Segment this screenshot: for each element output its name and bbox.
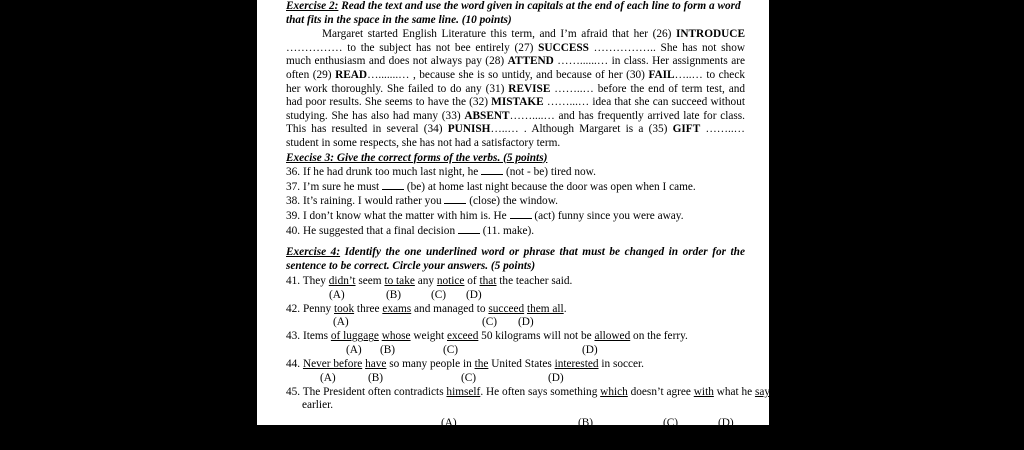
underlined-option[interactable]: allowed: [594, 330, 631, 343]
question-text: 40. He suggested that a final decision: [286, 224, 458, 237]
question-text: .: [563, 302, 567, 315]
exercise-2-instruction: Read the text and use the word given in capitals at the end of each line to form a word that fits in the space in the same line. (10 points): [286, 0, 741, 26]
option-letters-44: [286, 372, 745, 386]
question-text: 36. If he had drunk too much last night, he: [286, 166, 482, 179]
capital-word: ABSENT: [464, 109, 510, 122]
question-text: seem: [355, 275, 385, 288]
question-text: 50 kilograms will not be: [478, 330, 595, 343]
question-36: [286, 165, 745, 180]
underlined-option[interactable]: which: [600, 385, 628, 398]
question-text: and managed to: [411, 302, 489, 315]
question-text: (close) the window.: [466, 195, 558, 208]
underlined-option[interactable]: that: [479, 275, 497, 288]
option-c[interactable]: (C): [482, 316, 498, 329]
question-text: 41. They: [286, 275, 329, 288]
underlined-option[interactable]: succeed: [488, 302, 525, 315]
underlined-option[interactable]: to take: [384, 275, 415, 288]
passage-text: ……......… in class. Her assignments are often (29): [286, 55, 745, 81]
passage-text: ……..… student in some respects, she has not had a satisfactory term.: [286, 123, 745, 149]
document-page: [257, 0, 775, 449]
option-a[interactable]: (A): [320, 371, 336, 384]
option-c[interactable]: (C): [663, 416, 679, 429]
answer-blank[interactable]: [458, 224, 480, 234]
question-text: (act) funny since you were away.: [531, 209, 684, 222]
question-text: any: [414, 275, 437, 288]
underlined-option[interactable]: with: [693, 385, 714, 398]
option-d[interactable]: (D): [548, 371, 564, 384]
option-letters-41: [286, 289, 745, 303]
passage-text: ….......… , because she is so untidy, and because of her (30): [367, 68, 649, 81]
passage-text: ……..… before the end of term test, and had poor results. She seems to have the (32): [286, 82, 746, 109]
option-letters-43: [286, 344, 745, 358]
question-text: 45. The President often contradicts: [286, 385, 447, 398]
underlined-option[interactable]: of luggage: [330, 330, 379, 343]
question-text: 37. I’m sure he must: [286, 180, 383, 193]
exercise-3-heading: [286, 152, 745, 166]
exercise-4-label: Exercise 4:: [286, 246, 341, 259]
option-c[interactable]: (C): [443, 344, 459, 357]
underlined-option[interactable]: himself: [446, 385, 481, 398]
underlined-option[interactable]: whose: [381, 330, 411, 343]
option-d[interactable]: (D): [518, 316, 534, 329]
option-d[interactable]: (D): [582, 344, 598, 357]
capital-word: FAIL: [648, 68, 675, 81]
question-text: doesn’t agree: [627, 385, 694, 398]
option-b[interactable]: (B): [578, 416, 594, 429]
underlined-option[interactable]: exams: [382, 302, 412, 315]
option-a[interactable]: (A): [329, 288, 345, 301]
exercise-4-heading: [286, 246, 745, 273]
exercise-4-instruction: Identify the one underlined word or phrase that must be changed in order for the sentence to be correct. Circle your answers. (5 points): [286, 246, 745, 272]
answer-blank[interactable]: [481, 165, 503, 175]
question-text: so many people in: [386, 358, 475, 371]
answer-blank[interactable]: [510, 209, 532, 219]
underlined-option[interactable]: exceed: [446, 330, 479, 343]
question-text: three: [354, 302, 383, 315]
capital-word: REVISE: [508, 82, 551, 95]
passage-text: ……...… idea that she can succeed without studying. She has also had many (33): [286, 96, 745, 122]
answer-blank[interactable]: [444, 194, 466, 204]
document-content: [286, 0, 775, 450]
passage-text: …………… to the subject has not bee entirely (27): [286, 41, 539, 54]
question-text: weight: [410, 330, 447, 343]
question-40: [286, 224, 745, 239]
capital-word: MISTAKE: [491, 96, 544, 109]
passage-text: …..… to check her work thoroughly. She failed to do any (31): [286, 68, 745, 95]
capital-word: SUCCESS: [538, 41, 589, 54]
question-text: 42. Penny: [286, 302, 335, 315]
underlined-option[interactable]: didn’t: [328, 275, 356, 288]
option-letters-45: [286, 417, 745, 431]
option-d[interactable]: (D): [718, 416, 734, 429]
exercise-3-label: Execise 3: Give the correct forms of the verbs. (5 points): [286, 151, 548, 164]
option-a[interactable]: (A): [346, 344, 362, 357]
underlined-option[interactable]: them all: [526, 302, 564, 315]
question-text: (not - be) tired now.: [503, 166, 596, 179]
option-c[interactable]: (C): [431, 288, 447, 301]
question-38: [286, 194, 745, 209]
question-41: [286, 275, 745, 289]
question-text: . He often says something: [480, 385, 601, 398]
question-text: 38. It’s raining. I would rather you: [286, 195, 445, 208]
capital-word: ATTEND: [507, 55, 554, 68]
option-b[interactable]: (B): [368, 371, 384, 384]
answer-blank[interactable]: [382, 180, 404, 190]
passage-text: ……....… and has frequently arrived late for class. This has resulted in several (34): [286, 109, 745, 136]
underlined-option[interactable]: notice: [436, 275, 465, 288]
question-text: 43. Items: [286, 330, 331, 343]
capital-word: INTRODUCE: [675, 28, 745, 41]
question-text: of: [464, 275, 480, 288]
capital-word: READ: [335, 68, 368, 81]
exercise-3-list: [286, 165, 745, 238]
question-37: [286, 180, 745, 195]
question-45: [286, 385, 775, 400]
option-b[interactable]: (B): [380, 344, 396, 357]
underlined-option[interactable]: the: [474, 358, 489, 371]
exercise-2-label: Exercise 2:: [286, 0, 339, 12]
underlined-option[interactable]: Never before: [302, 358, 363, 371]
capital-word: PUNISH: [447, 123, 491, 136]
question-text: in soccer.: [598, 358, 645, 371]
option-c[interactable]: (C): [461, 371, 477, 384]
question-text: the teacher said.: [496, 275, 573, 288]
question-text: United States: [488, 358, 555, 371]
passage-text: Margaret started English Literature this term, and I’m afraid that her (26): [322, 28, 676, 41]
question-text: what he: [713, 385, 755, 398]
question-45-continuation: earlier.: [302, 399, 334, 412]
part-c-heading: PART C. READING: [286, 436, 386, 449]
option-a[interactable]: (A): [333, 316, 349, 329]
exercise-2-passage: [286, 28, 745, 150]
question-text: 39. I don’t know what the matter with him is. He: [286, 209, 510, 222]
option-b[interactable]: (B): [386, 288, 402, 301]
question-42: [286, 303, 745, 317]
question-text: (be) at home last night because the door was open when I came.: [404, 180, 696, 193]
question-43: [286, 330, 745, 344]
exercise-2-heading: [286, 0, 745, 27]
option-letters-42: [286, 316, 745, 330]
spacer: [286, 238, 745, 246]
passage-text: …..… . Although Margaret is a (35): [490, 123, 673, 136]
underlined-option[interactable]: says: [754, 385, 775, 398]
underlined-option[interactable]: interested: [554, 358, 599, 371]
question-text: 44.: [286, 358, 303, 371]
question-text: on the ferry.: [630, 330, 688, 343]
underlined-option[interactable]: have: [365, 358, 387, 371]
option-a[interactable]: (A): [441, 416, 457, 429]
question-text: (11. make).: [479, 224, 535, 237]
question-44: [286, 358, 745, 372]
option-d[interactable]: (D): [466, 288, 482, 301]
passage-text: …………….. She has not show much enthusiasm and does not always pay (28): [286, 41, 746, 68]
capital-word: GIFT: [672, 123, 701, 136]
underlined-option[interactable]: took: [334, 302, 355, 315]
question-39: [286, 209, 745, 224]
